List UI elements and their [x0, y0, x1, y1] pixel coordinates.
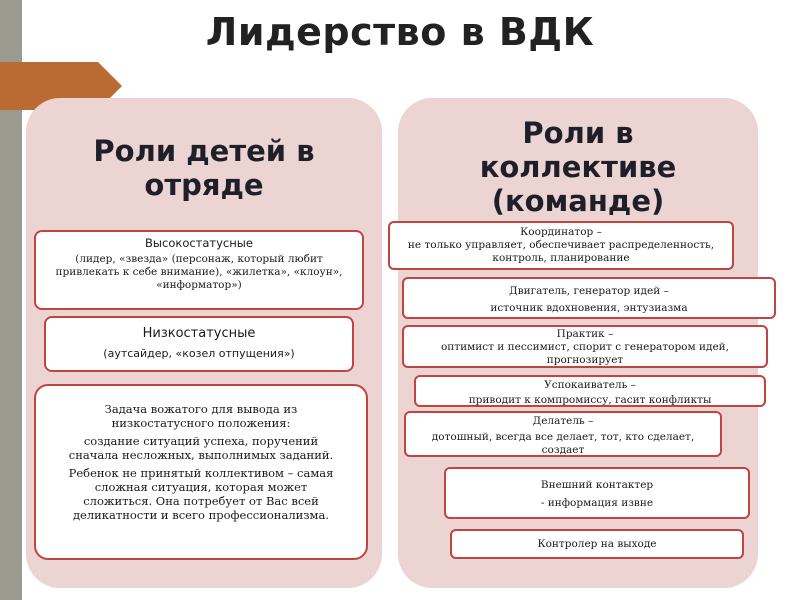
- role-line-2: не только управляет, обеспечивает распределенность,: [407, 239, 715, 251]
- role-line-1: Успокаиватель –: [544, 379, 636, 391]
- role-line-1: Делатель –: [532, 415, 594, 427]
- role-line-2: дотошный, всегда все делает, тот, кто сделает,: [431, 431, 695, 443]
- role-line-3: создает: [541, 444, 585, 456]
- role-line-1: Внешний контактер: [540, 479, 654, 491]
- role-line-2: - информация извне: [540, 497, 654, 509]
- task-box: [34, 384, 368, 560]
- role-box-doer: [404, 411, 722, 457]
- task-line-7: сложиться. Она потребует от Вас всей: [83, 494, 319, 508]
- role-line-2: приводит к компромиссу, гасит конфликты: [468, 394, 712, 406]
- high-status-line-3: «информатор»): [156, 279, 242, 291]
- task-line-8: деликатности и всего профессионализма.: [72, 508, 330, 522]
- left-heading-line-1: Роли детей в: [93, 134, 315, 168]
- task-line-1: Задача вожатого для вывода из: [104, 402, 298, 416]
- task-line-4: сначала несложных, выполнимых заданий.: [68, 448, 334, 462]
- task-line-5: Ребенок не принятый коллективом – самая: [68, 466, 334, 480]
- left-column-heading: [26, 134, 382, 202]
- role-line-1: Координатор –: [520, 226, 602, 238]
- role-box-coordinator: [388, 221, 734, 270]
- role-line-2: оптимист и пессимист, спорит с генератором идей,: [440, 341, 730, 353]
- role-box-practitioner: [402, 325, 768, 368]
- role-line-1: Практик –: [556, 328, 614, 340]
- task-line-3: создание ситуаций успеха, поручений: [83, 434, 319, 448]
- left-heading-line-2: отряде: [144, 168, 264, 202]
- right-heading-line-1: Роли в: [522, 116, 634, 150]
- role-box-external-contact: [444, 467, 750, 519]
- high-status-box: [34, 230, 364, 310]
- low-status-subtitle: (аутсайдер, «козел отпущения»): [103, 347, 295, 360]
- role-box-generator: [402, 277, 776, 319]
- low-status-box: [44, 316, 354, 372]
- high-status-line-1: (лидер, «звезда» (персонаж, который любит: [75, 253, 323, 265]
- right-heading-line-3: (команде): [491, 184, 665, 218]
- task-line-2: низкостатусного положения:: [111, 416, 291, 430]
- low-status-title: Низкостатусные: [142, 326, 256, 341]
- role-box-peacemaker: [414, 375, 766, 407]
- high-status-title: Высокостатусные: [145, 236, 253, 250]
- role-line-1: Двигатель, генератор идей –: [509, 285, 669, 297]
- role-box-output-controller: [450, 529, 744, 559]
- role-line-3: прогнозирует: [546, 354, 624, 366]
- role-line-3: контроль, планирование: [492, 252, 630, 264]
- high-status-line-2: привлекать к себе внимание), «жилетка», «клоун»,: [55, 266, 343, 278]
- page-title: Лидерство в ВДК: [205, 10, 595, 54]
- task-line-6: сложная ситуация, которая может: [94, 480, 308, 494]
- role-line-1: Контролер на выходе: [537, 538, 657, 550]
- right-heading-line-2: коллективе: [479, 150, 677, 184]
- right-column-heading: [398, 116, 758, 218]
- role-line-2: источник вдохновения, энтузиазма: [490, 302, 688, 314]
